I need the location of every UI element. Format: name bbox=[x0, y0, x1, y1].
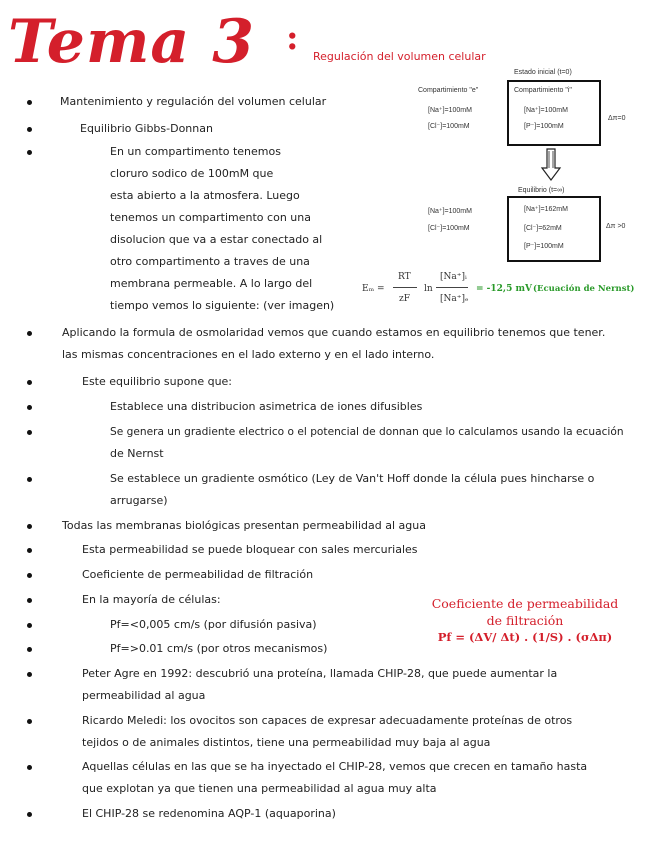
coefficient-title-line1: Coeficiente de permeabilidad bbox=[431, 596, 619, 611]
nernst-rt: RT bbox=[398, 272, 411, 282]
list-item: Pf=>0.01 cm/s (por otros mecanismos) bbox=[110, 642, 328, 655]
nernst-lhs: Eₘ = bbox=[362, 284, 385, 294]
bullet bbox=[27, 380, 32, 385]
eq-e-na: [Na⁺]=100mM bbox=[428, 208, 472, 215]
title-colon: : bbox=[286, 18, 299, 58]
list-item: Este equilibrio supone que: bbox=[82, 375, 233, 388]
bullet bbox=[27, 812, 32, 817]
list-item: Equilibrio Gibbs-Donnan bbox=[80, 122, 213, 135]
list-item: arrugarse) bbox=[110, 494, 168, 507]
list-item: membrana permeable. A lo largo del bbox=[110, 277, 313, 290]
list-item: cloruro sodico de 100mM que bbox=[110, 167, 274, 180]
list-item: El CHIP-28 se redenomina AQP-1 (aquaporina) bbox=[82, 807, 336, 820]
list-item: disolucion que va a estar conectado al bbox=[110, 233, 323, 246]
list-item: tiempo vemos lo siguiente: (ver imagen) bbox=[110, 299, 335, 312]
init-i-na: [Na⁺]=100mM bbox=[524, 107, 568, 114]
list-item: Coeficiente de permeabilidad de filtración bbox=[82, 568, 314, 581]
eq-i-na: [Na⁺]=162mM bbox=[524, 206, 568, 213]
down-arrow-icon bbox=[540, 148, 562, 182]
coefficient-title-line2: de filtración bbox=[486, 613, 564, 628]
bullet bbox=[27, 598, 32, 603]
list-item: otro compartimento a traves de una bbox=[110, 255, 310, 268]
nernst-label: (Ecuación de Nernst) bbox=[533, 284, 635, 294]
list-item: Aplicando la formula de osmolaridad vemos que cuando estamos en equilibrio tenemos que tener. bbox=[62, 326, 606, 339]
init-e-cl: [Cl⁻]=100mM bbox=[428, 123, 470, 130]
nernst-na-e: [Na⁺]ₑ bbox=[440, 294, 469, 304]
page-title: Tema 3 bbox=[8, 7, 255, 77]
list-item: Se genera un gradiente electrico o el potencial de donnan que lo calculamos usando la ecuación bbox=[110, 426, 624, 438]
list-item: Ricardo Meledi: los ovocitos son capaces de expresar adecuadamente proteínas de otros bbox=[82, 714, 573, 727]
list-item: Establece una distribucion asimetrica de iones difusibles bbox=[110, 400, 423, 413]
list-item: de Nernst bbox=[110, 447, 164, 460]
bullet bbox=[27, 719, 32, 724]
bullet bbox=[27, 477, 32, 482]
initial-state-label: Estado inicial (t=0) bbox=[514, 69, 572, 76]
eq-e-cl: [Cl⁻]=100mM bbox=[428, 225, 470, 232]
coefficient-formula: Pf = (ΔV/ Δt) . (1/S) . (σΔπ) bbox=[437, 630, 613, 644]
list-item: Aquellas células en las que se ha inyectado el CHIP-28, vemos que crecen en tamaño hasta bbox=[82, 760, 588, 773]
list-item: las mismas concentraciones en el lado externo y en el lado interno. bbox=[62, 348, 435, 361]
bullet bbox=[27, 647, 32, 652]
list-item: que explotan ya que tienen una permeabilidad al agua muy alta bbox=[82, 782, 437, 795]
list-item: permeabilidad al agua bbox=[82, 689, 206, 702]
delta-pi-initial: Δπ=0 bbox=[608, 115, 626, 122]
page-subtitle: Regulación del volumen celular bbox=[313, 50, 486, 63]
fraction-bar bbox=[393, 287, 417, 288]
nernst-ln: ln bbox=[424, 284, 433, 294]
bullet bbox=[27, 430, 32, 435]
nernst-zf: zF bbox=[399, 294, 410, 304]
init-i-p: [P⁻]=100mM bbox=[524, 123, 564, 130]
eq-i-cl: [Cl⁻]=62mM bbox=[524, 225, 562, 232]
compartment-i-label: Compartimiento "i" bbox=[514, 87, 572, 94]
list-item: En la mayoría de células: bbox=[82, 593, 221, 606]
compartment-e-label: Compartimiento "e" bbox=[418, 87, 479, 94]
bullet bbox=[27, 150, 32, 155]
equilibrium-label: Equilibrio (t=∞) bbox=[518, 187, 565, 194]
bullet bbox=[27, 524, 32, 529]
list-item: Pf=<0,005 cm/s (por difusión pasiva) bbox=[110, 618, 317, 631]
nernst-na-i: [Na⁺]ᵢ bbox=[440, 272, 467, 282]
nernst-result: = -12,5 mV bbox=[476, 284, 532, 294]
bullet bbox=[27, 672, 32, 677]
bullet bbox=[27, 765, 32, 770]
delta-pi-equilibrium: Δπ >0 bbox=[606, 223, 626, 230]
bullet bbox=[27, 405, 32, 410]
bullet bbox=[27, 573, 32, 578]
bullet bbox=[27, 623, 32, 628]
list-item: Peter Agre en 1992: descubrió una proteína, llamada CHIP-28, que puede aumentar la bbox=[82, 667, 558, 680]
list-item: tenemos un compartimento con una bbox=[110, 211, 311, 224]
list-item: Esta permeabilidad se puede bloquear con sales mercuriales bbox=[82, 543, 418, 556]
init-e-na: [Na⁺]=100mM bbox=[428, 107, 472, 114]
list-item: tejidos o de animales distintos, tiene una permeabilidad muy baja al agua bbox=[82, 736, 491, 749]
list-item: Se establece un gradiente osmótico (Ley de Van't Hoff donde la célula pues hincharse o bbox=[110, 472, 595, 485]
bullet bbox=[27, 548, 32, 553]
list-item: esta abierto a la atmosfera. Luego bbox=[110, 189, 300, 202]
list-item: Todas las membranas biológicas presentan permeabilidad al agua bbox=[62, 519, 426, 532]
bullet bbox=[27, 331, 32, 336]
list-item: En un compartimento tenemos bbox=[110, 145, 281, 158]
fraction-bar bbox=[436, 287, 468, 288]
list-item: Mantenimiento y regulación del volumen celular bbox=[60, 95, 327, 108]
bullet bbox=[27, 127, 32, 132]
eq-i-p: [P⁻]=100mM bbox=[524, 243, 564, 250]
bullet bbox=[27, 100, 32, 105]
